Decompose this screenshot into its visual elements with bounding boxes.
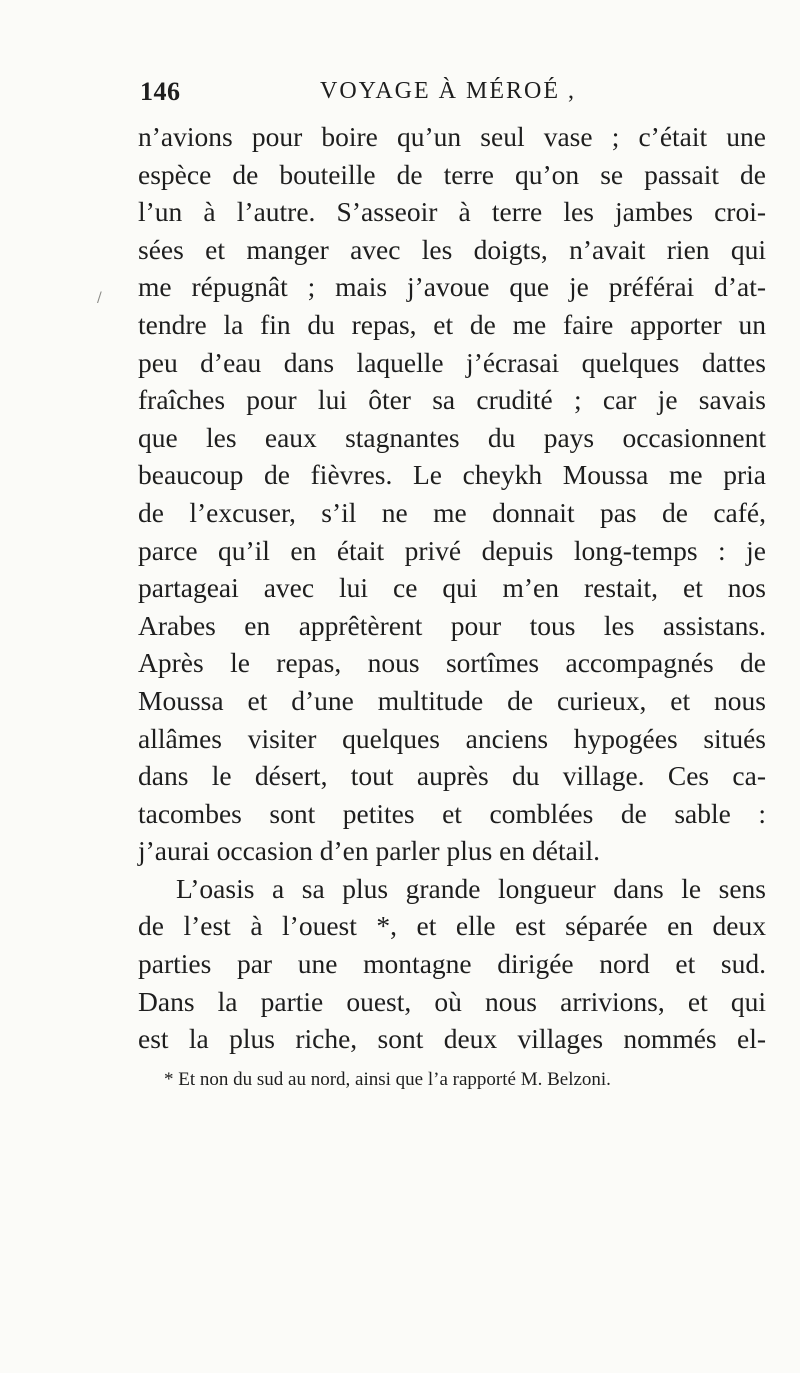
text-line: allâmes visiter quelques anciens hypogées situés <box>138 722 766 754</box>
text-line: Dans la partie ouest, où nous arrivions, et qui <box>138 985 766 1017</box>
body-text <box>138 118 766 1058</box>
text-line: Moussa et d’une multitude de curieux, et nous <box>138 684 766 716</box>
text-line: parce qu’il en était privé depuis long-temps : je <box>138 534 766 566</box>
text-line: tendre la fin du repas, et de me faire apporter un <box>138 308 766 340</box>
text-line: partageai avec lui ce qui m’en restait, et nos <box>138 572 766 604</box>
text-line: L’oasis a sa plus grande longueur dans le sens <box>176 872 766 904</box>
text-line: peu d’eau dans laquelle j’écrasai quelques dattes <box>138 346 766 378</box>
page-header <box>140 77 660 117</box>
text-line: que les eaux stagnantes du pays occasionnent <box>138 421 766 453</box>
text-line: Après le repas, nous sortîmes accompagnés de <box>138 647 766 679</box>
text-line: n’avions pour boire qu’un seul vase ; c’était une <box>138 121 766 152</box>
text-line: de l’excuser, s’il ne me donnait pas de café, <box>138 496 766 528</box>
text-line: sées et manger avec les doigts, n’avait rien qui <box>138 233 766 265</box>
text-line: beaucoup de fièvres. Le cheykh Moussa me pria <box>138 459 766 491</box>
running-title: VOYAGE À MÉROÉ , <box>320 78 576 104</box>
text-line: fraîches pour lui ôter sa crudité ; car je savais <box>138 384 766 416</box>
text-line: Arabes en apprêtèrent pour tous les assistans. <box>138 609 766 641</box>
text-line: tacombes sont petites et comblées de sable : <box>138 797 766 829</box>
text-line: est la plus riche, sont deux villages nommés el- <box>138 1023 766 1055</box>
text-line: espèce de bouteille de terre qu’on se passait de <box>138 158 766 190</box>
text-line: j’aurai occasion d’en parler plus en détail. <box>138 835 600 867</box>
text-line: de l’est à l’ouest *, et elle est séparée en deux <box>138 910 766 942</box>
pencil-mark-icon: / <box>97 290 102 306</box>
text-line: parties par une montagne dirigée nord et sud. <box>138 948 766 980</box>
page-number: 146 <box>140 77 181 106</box>
footnote: * Et non du sud au nord, ainsi que l’a rapporté M. Belzoni. <box>164 1069 611 1090</box>
text-line: dans le désert, tout auprès du village. Ces ca- <box>138 760 766 792</box>
text-line: l’un à l’autre. S’asseoir à terre les jambes croi- <box>138 196 766 228</box>
text-line: me répugnât ; mais j’avoue que je préférai d’at- <box>138 271 766 303</box>
